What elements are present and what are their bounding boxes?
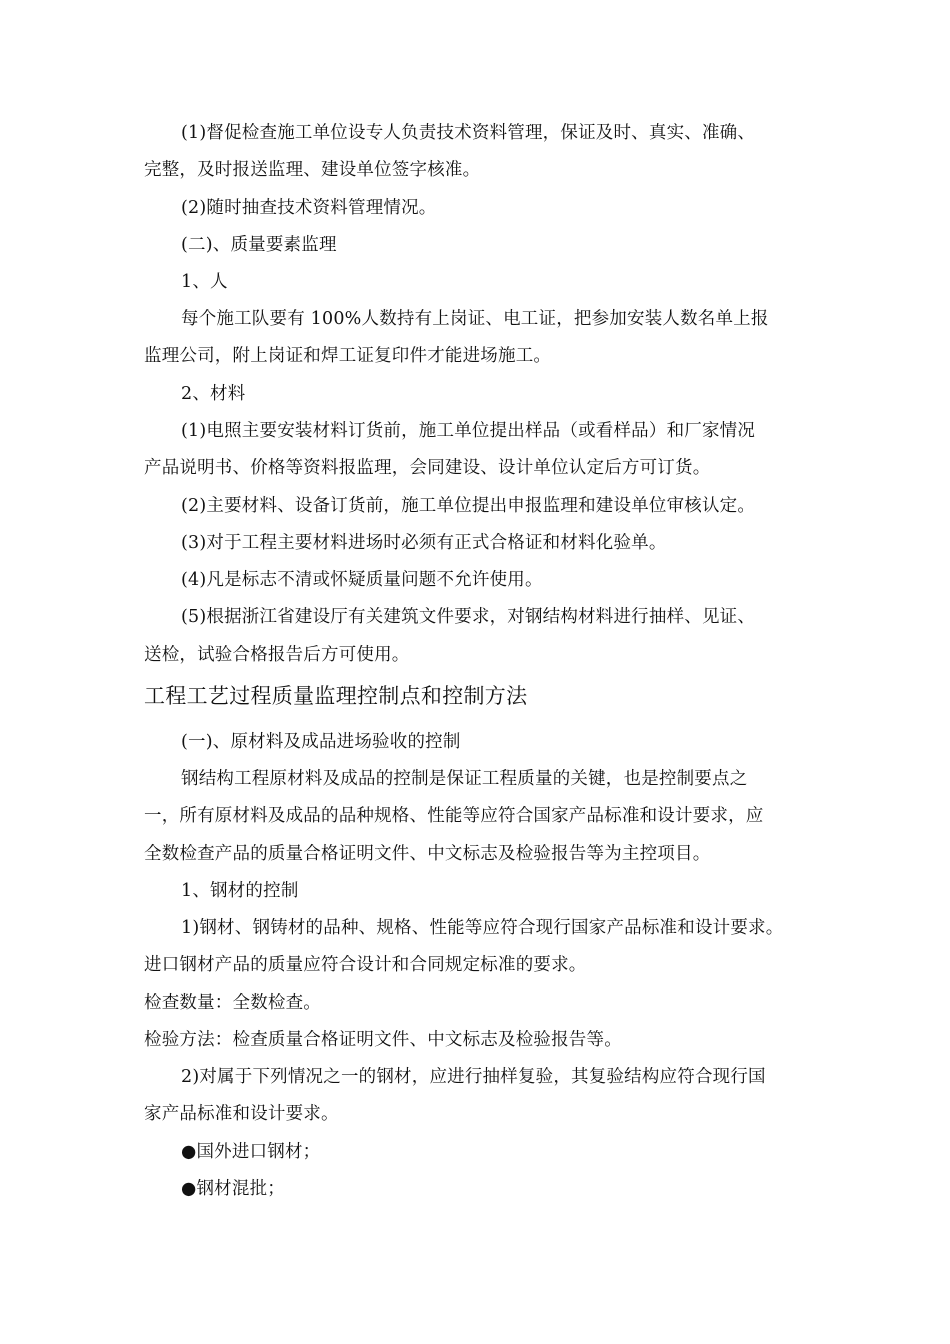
paragraph-line: (1)电照主要安装材料订货前，施工单位提出样品（或看样品）和厂家情况 bbox=[181, 421, 756, 441]
section-subheading: (一)、原材料及成品进场验收的控制 bbox=[181, 732, 461, 752]
section-subheading: (二)、质量要素监理 bbox=[181, 235, 337, 255]
paragraph-line: 检验方法：检查质量合格证明文件、中文标志及检验报告等。 bbox=[144, 1030, 622, 1050]
paragraph-line: (1)督促检查施工单位设专人负责技术资料管理，保证及时、真实、准确、 bbox=[181, 123, 756, 143]
item-heading: 2、材料 bbox=[181, 384, 246, 404]
bullet-item: ●钢材混批； bbox=[181, 1179, 285, 1199]
paragraph-line: 每个施工队要有 100%人数持有上岗证、电工证，把参加安装人数名单上报 bbox=[181, 309, 769, 329]
paragraph-line: 1)钢材、钢铸材的品种、规格、性能等应符合现行国家产品标准和设计要求。 bbox=[181, 918, 784, 938]
paragraph-line: 一，所有原材料及成品的品种规格、性能等应符合国家产品标准和设计要求，应 bbox=[144, 806, 764, 826]
paragraph-line: 家产品标准和设计要求。 bbox=[144, 1104, 339, 1124]
paragraph-line: 完整，及时报送监理、建设单位签字核准。 bbox=[144, 160, 481, 180]
paragraph-line: (2)随时抽查技术资料管理情况。 bbox=[181, 198, 437, 218]
paragraph-line: 进口钢材产品的质量应符合设计和合同规定标准的要求。 bbox=[144, 955, 587, 975]
paragraph-line: (4)凡是标志不清或怀疑质量问题不允许使用。 bbox=[181, 570, 543, 590]
item-heading: 1、人 bbox=[181, 272, 228, 292]
paragraph-line: 监理公司，附上岗证和焊工证复印件才能进场施工。 bbox=[144, 346, 552, 366]
paragraph-line: 2)对属于下列情况之一的钢材，应进行抽样复验，其复验结构应符合现行国 bbox=[181, 1067, 766, 1087]
paragraph-line: 产品说明书、价格等资料报监理，会同建设、设计单位认定后方可订货。 bbox=[144, 458, 711, 478]
paragraph-line: (5)根据浙江省建设厅有关建筑文件要求，对钢结构材料进行抽样、见证、 bbox=[181, 607, 756, 627]
paragraph-line: 送检，试验合格报告后方可使用。 bbox=[144, 645, 410, 665]
paragraph-line: (2)主要材料、设备订货前，施工单位提出申报监理和建设单位审核认定。 bbox=[181, 496, 756, 516]
paragraph-line: 检查数量：全数检查。 bbox=[144, 993, 321, 1013]
section-heading: 工程工艺过程质量监理控制点和控制方法 bbox=[144, 684, 528, 708]
paragraph-line: (3)对于工程主要材料进场时必须有正式合格证和材料化验单。 bbox=[181, 533, 667, 553]
bullet-item: ●国外进口钢材； bbox=[181, 1142, 321, 1162]
paragraph-line: 钢结构工程原材料及成品的控制是保证工程质量的关键，也是控制要点之 bbox=[181, 769, 748, 789]
paragraph-line: 全数检查产品的质量合格证明文件、中文标志及检验报告等为主控项目。 bbox=[144, 844, 711, 864]
item-heading: 1、钢材的控制 bbox=[181, 881, 299, 901]
